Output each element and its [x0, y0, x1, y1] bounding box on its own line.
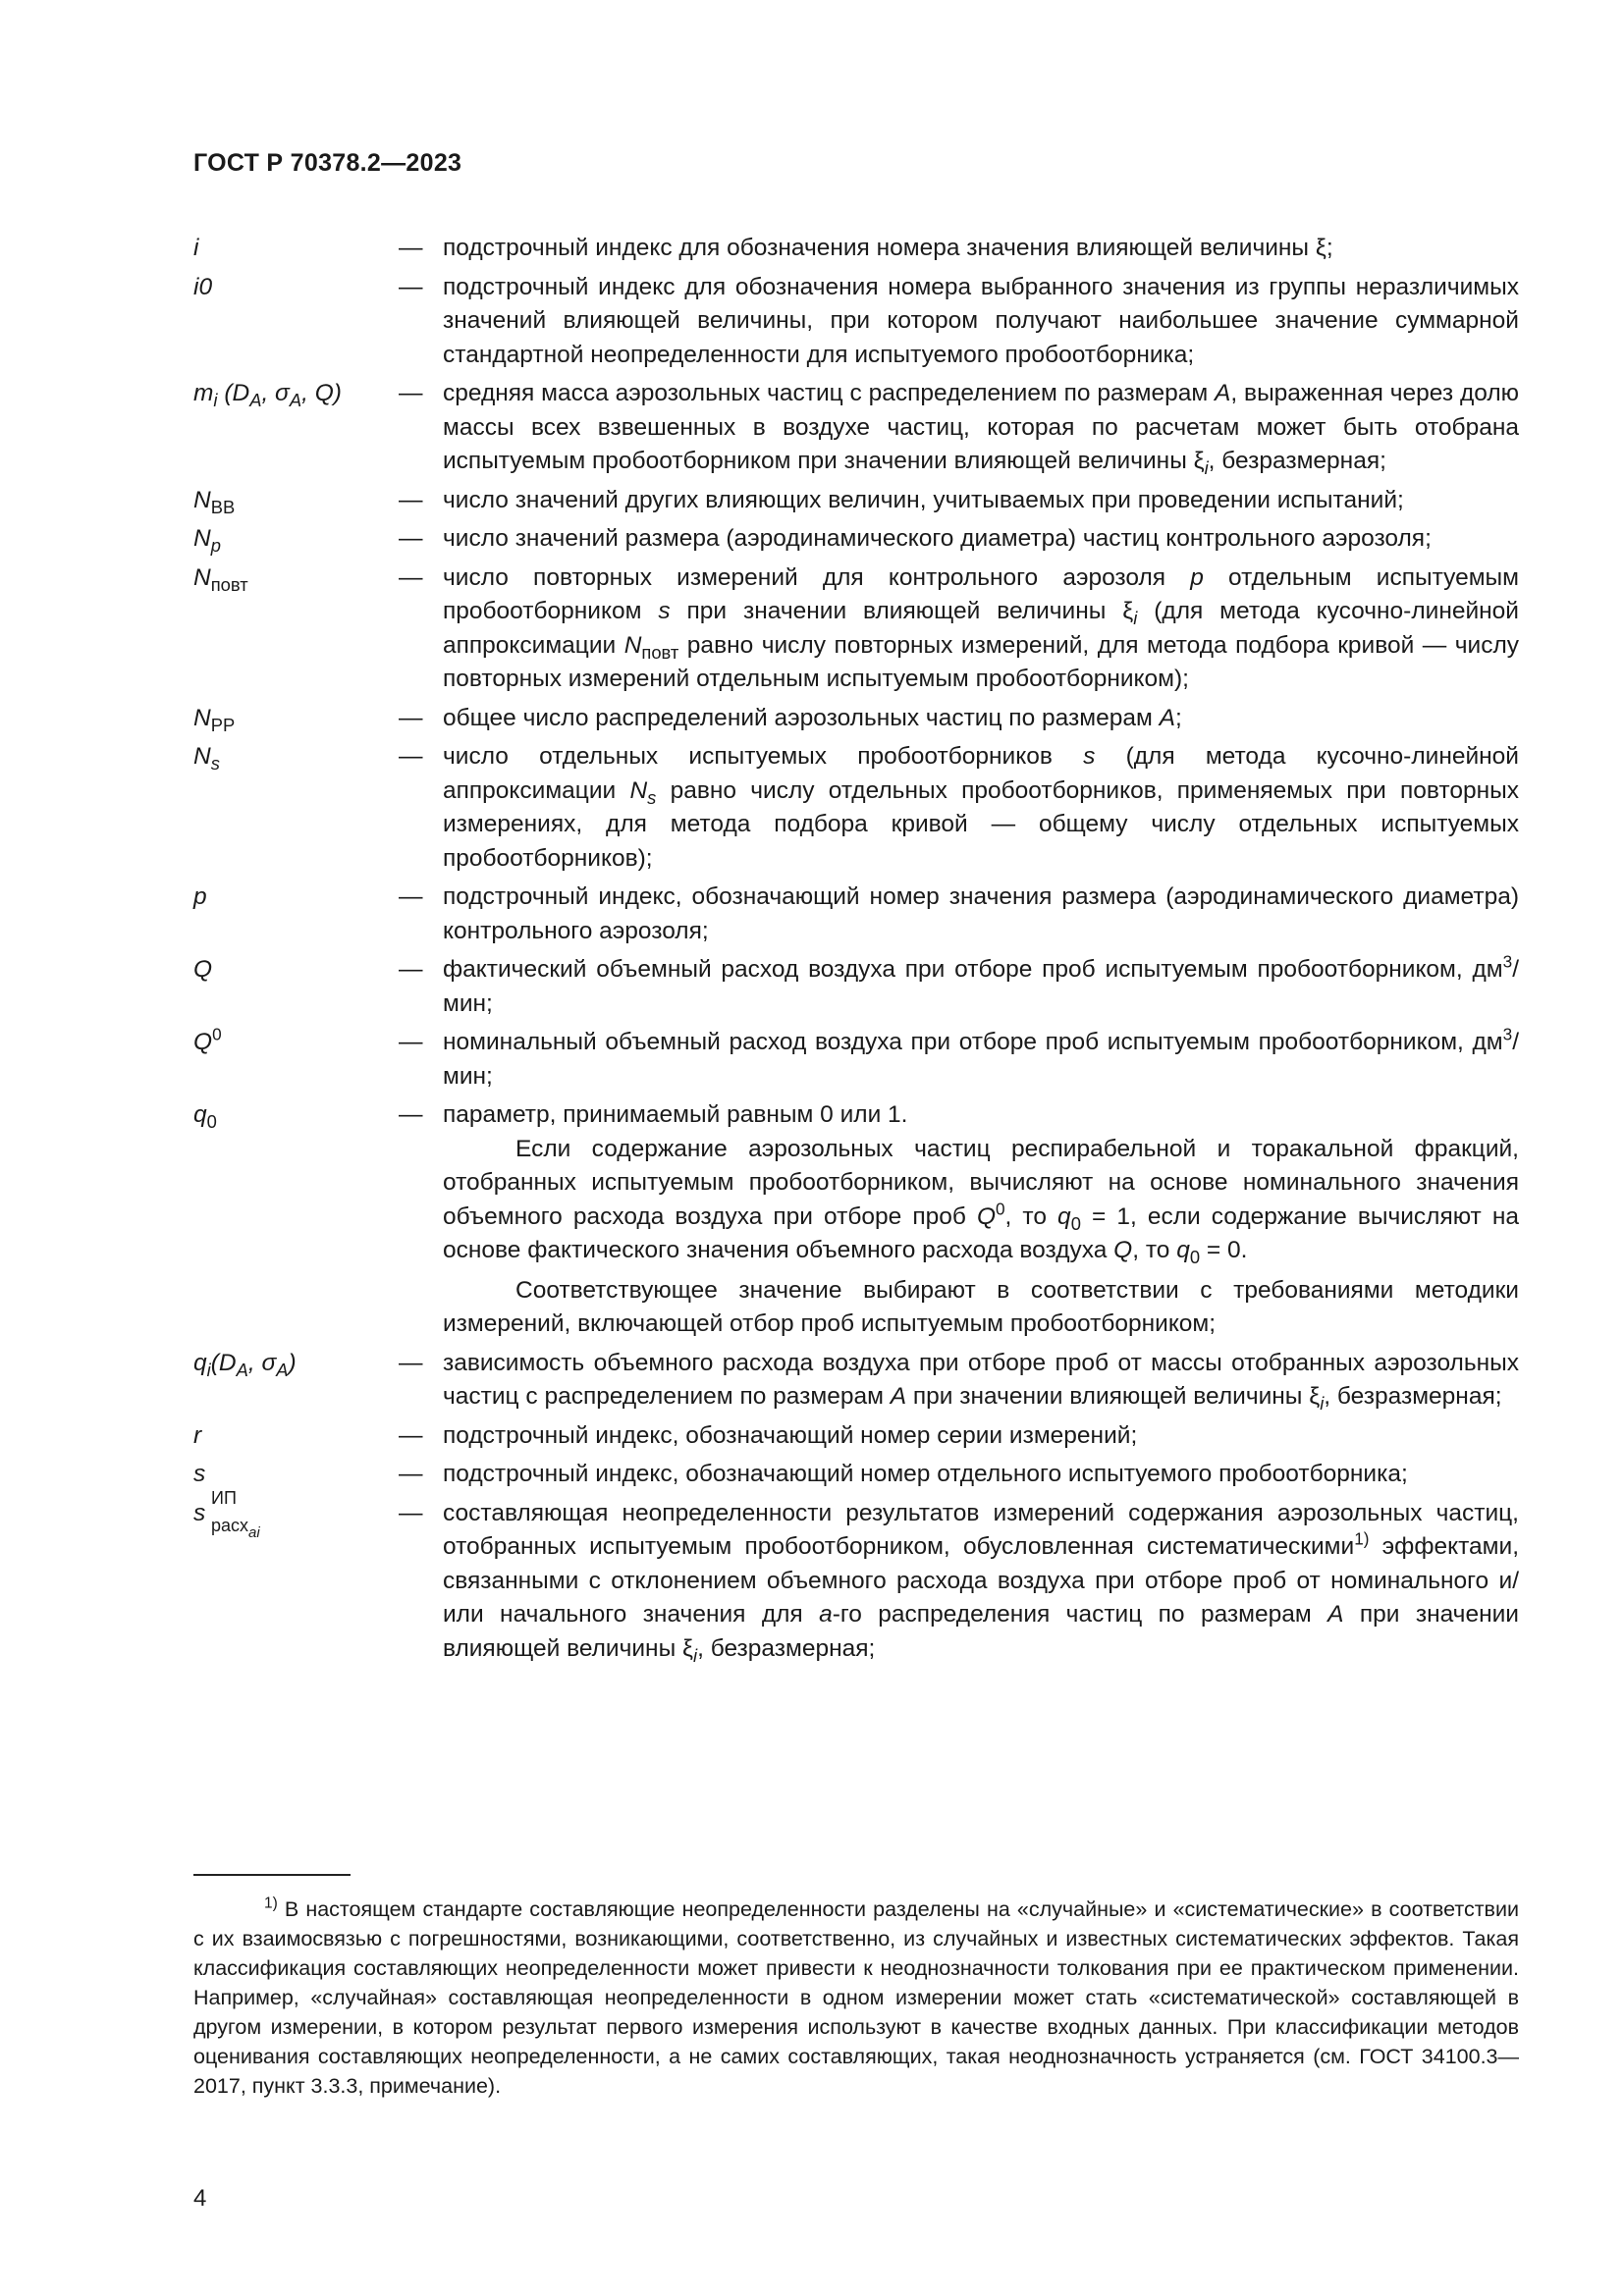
symbol-definitions-list: [193, 232, 1519, 1666]
symbol: i: [193, 235, 199, 261]
definition-text: подстрочный индекс для обозначения номера выбранного значения из группы неразличимых значений влияющей величины, при котором получают наибольшее значение суммарной стандартной неопределенности для испытуемого пробоотборника;: [443, 273, 1519, 368]
symbol: $N_{повт}$: [193, 563, 248, 595]
symbol: Q: [193, 956, 213, 983]
dash: —: [399, 486, 423, 513]
definition-text: число отдельных испытуемых пробоотборников s (для метода кусочно-линейной аппроксимации $N_s$ равно числу отдельных пробоотборников, применяемых при повторных измерениях, для метода подбора кривой — общему числу отдельных испытуемых пробоотборников);: [443, 743, 1519, 872]
symbol: i0: [193, 273, 213, 300]
dash: —: [399, 563, 423, 591]
symbol: $N_s$: [193, 743, 220, 774]
definition-row: [193, 271, 1519, 373]
dash: —: [399, 1029, 423, 1055]
definition-row: [193, 484, 1519, 518]
definition-row: [193, 1026, 1519, 1094]
definition-text: параметр, принимаемый равным 0 или 1. Если содержание аэрозольных частиц респирабельной и торакальной фракций, отобранных испытуемым пробоотборником, вычисляют на основе номинального значения объемного расхода воздуха при отборе проб $Q^0$, то $q_0 = 1$, если содержание вычисляют на основе фактического значения объемного расхода воздуха Q, то $q_0 = 0$. Соответствующее значение выбирают в соответствии с требованиями методики измерений, включающей отбор проб испытуемым пробоотборником;: [443, 1098, 1519, 1342]
definition-text: номинальный объемный расход воздуха при отборе проб испытуемым пробоотборником, $дм^3$/мин;: [443, 1024, 1519, 1090]
definition-row: [193, 740, 1519, 876]
symbol: $m_i$ ($D_A$, $\sigma_A$, Q): [193, 380, 342, 410]
symbol: s: [193, 1461, 206, 1487]
explanation-paragraph: Если содержание аэрозольных частиц респирабельной и торакальной фракций, отобранных испытуемым пробоотборником, вычисляют на основе номинального значения объемного расхода воздуха при отборе проб $Q^0$, то $q_0 = 1$, если содержание вычисляют на основе фактического значения объемного расхода воздуха Q, то $q_0 = 0$.: [443, 1135, 1519, 1267]
definition-row: [193, 377, 1519, 479]
definition-row: [193, 1419, 1519, 1454]
definition-row: [193, 881, 1519, 948]
definition-text: средняя масса аэрозольных частиц с распределением по размерам A, выраженная через долю массы всех взвешенных в воздухе частиц, которая по расчетам может быть отобрана испытуемым пробоотборником при значении влияющей величины $\xi_i$, безразмерная;: [443, 380, 1519, 478]
dash: —: [399, 956, 423, 983]
dash: —: [399, 1349, 423, 1376]
symbol: $q_0$: [193, 1101, 217, 1132]
definition-text: число значений размера (аэродинамического диаметра) частиц контрольного аэрозоля;: [443, 525, 1432, 552]
symbol: $N_{ВВ}$: [193, 486, 236, 517]
dash: —: [399, 1421, 423, 1449]
dash: —: [399, 273, 423, 300]
dash: —: [399, 883, 423, 910]
definition-text: число значений других влияющих величин, учитываемых при проведении испытаний;: [443, 486, 1404, 513]
footnote-ref[interactable]: 1): [1354, 1528, 1370, 1549]
definition-row: [193, 953, 1519, 1021]
footnote-text: В настоящем стандарте составляющие неопределенности разделены на «случайные» и «систематические» в соответствии с их взаимосвязью с погрешностями, возникающими, соответственно, из случайных и известных систематических эффектов. Такая классификация составляющих неопределенности может привести к неоднозначности толкования при ее практическом применении. Например, «случайная» составляющая неопределенности в одном измерении может стать «систематической» составляющей в другом измерении, в котором результат первого измерения используют в качестве входных данных. При классификации методов оценивания составляющих неопределенности, а не самих составляющих, такая неоднозначность устраняется (см. ГОСТ 34100.3—2017, пункт 3.3.3, примечание).: [193, 1897, 1519, 2098]
footnote-mark: 1): [264, 1895, 278, 1912]
symbol: $N_p$: [193, 525, 221, 556]
definition-text: составляющая неопределенности результатов измерений содержания аэрозольных частиц, отобранных испытуемым пробоотборником, обусловленная систематическими$^{1)}$ эффектами, связанными с отклонением объемного расхода воздуха при отборе проб от номинального и/или начального значения для a-го распределения частиц по размерам A при значении влияющей величины $\xi_i$, безразмерная;: [443, 1499, 1520, 1666]
definition-text: подстрочный индекс, обозначающий номер отдельного испытуемого пробоотборника;: [443, 1461, 1408, 1487]
symbol: $q_i(D_A$, $\sigma_A$): [193, 1349, 297, 1380]
symbol: $Q^0$: [193, 1024, 222, 1055]
definition-row: [193, 1458, 1519, 1492]
symbol: p: [193, 883, 207, 910]
dash: —: [399, 525, 423, 552]
definition-text: подстрочный индекс для обозначения номера значения влияющей величины ξ;: [443, 235, 1333, 261]
dash: —: [399, 743, 423, 770]
definition-row: [193, 1347, 1519, 1415]
definition-text: зависимость объемного расхода воздуха при отборе проб от массы отобранных аэрозольных частиц с распределением по размерам A при значении влияющей величины $\xi_i$, безразмерная;: [443, 1349, 1519, 1414]
definition-text: подстрочный индекс, обозначающий номер значения размера (аэродинамического диаметра) контрольного аэрозоля;: [443, 883, 1519, 944]
dash: —: [399, 1101, 423, 1128]
dash: —: [399, 380, 423, 406]
document-header: ГОСТ Р 70378.2—2023: [193, 149, 462, 177]
definition-row: [193, 561, 1519, 697]
dash: —: [399, 704, 423, 731]
definition-text: фактический объемный расход воздуха при отборе проб испытуемым пробоотборником, $дм^3$/мин;: [443, 951, 1519, 1017]
definition-row: [193, 232, 1519, 266]
dash: —: [399, 1461, 423, 1487]
definition-text: подстрочный индекс, обозначающий номер серии измерений;: [443, 1421, 1138, 1449]
definition-text: общее число распределений аэрозольных частиц по размерам A;: [443, 704, 1182, 731]
dash: —: [399, 235, 423, 261]
definition-row: [193, 1487, 1520, 1667]
dash: —: [399, 1499, 423, 1526]
symbol: s ИП расх$_{ai}$: [193, 1487, 260, 1541]
page-number: 4: [193, 2185, 207, 2212]
footnote-separator: [193, 1874, 351, 1876]
definition-row: [193, 702, 1519, 736]
symbol: $N_{РР}$: [193, 704, 236, 735]
footnote: [193, 1895, 1519, 2101]
definition-row: [193, 522, 1519, 557]
explanation-paragraph: Соответствующее значение выбирают в соответствии с требованиями методики измерений, включающей отбор проб испытуемым пробоотборником;: [443, 1276, 1519, 1337]
symbol: r: [193, 1421, 202, 1449]
definition-text: число повторных измерений для контрольного аэрозоля p отдельным испытуемым пробоотборником s при значении влияющей величины $\xi_i$ (для метода кусочно-линейной аппроксимации $N_{повт}$ равно числу повторных измерений, для метода подбора кривой — числу повторных измерений отдельным испытуемым пробоотборником);: [443, 563, 1519, 692]
definition-row: [193, 1098, 1519, 1342]
